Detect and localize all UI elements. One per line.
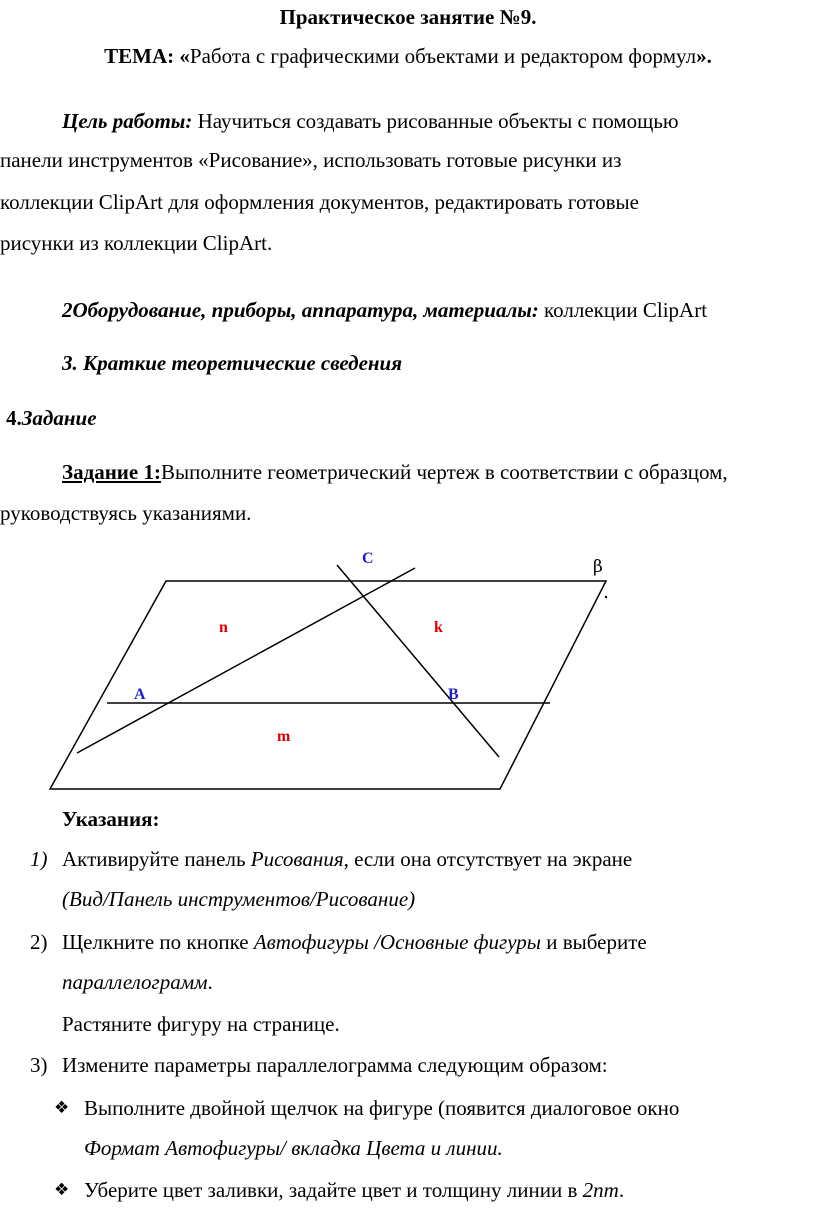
goal-label: Цель работы: xyxy=(62,109,193,133)
instruction-2-post: и выберите xyxy=(541,930,647,954)
topic-close: ». xyxy=(696,44,712,68)
instruction-3-line-1: Измените параметры параллелограмма следующим образом: xyxy=(62,1053,608,1077)
goal-line-2: панели инструментов «Рисование», использовать готовые рисунки из xyxy=(0,148,622,172)
task1-text-1: Выполните геометрический чертеж в соответствии с образцом, xyxy=(160,460,728,484)
task1-line-2: руководствуясь указаниями. xyxy=(0,501,252,525)
instruction-1-line-2: (Вид/Панель инструментов/Рисование) xyxy=(62,887,416,911)
task1-label: Задание 1: xyxy=(62,460,161,484)
label-point-b: B xyxy=(448,686,459,703)
bullet-1-line-2: Формат Автофигуры/ вкладка Цвета и линии. xyxy=(84,1136,503,1160)
label-plane-m: m xyxy=(277,728,291,745)
label-point-a: A xyxy=(134,686,146,703)
instruction-1-marker: 1) xyxy=(30,847,48,871)
goal-line-4: рисунки из коллекции ClipArt. xyxy=(0,231,273,255)
task-heading-text: Задание xyxy=(21,406,97,430)
instructions-heading: Указания: xyxy=(62,807,160,831)
label-plane-beta: β xyxy=(593,557,603,577)
goal-line-3: коллекции ClipArt для оформления документов, редактировать готовые xyxy=(0,190,639,214)
diamond-bullet-icon: ❖ xyxy=(54,1180,70,1200)
equipment-label: 2Оборудование, приборы, аппаратура, материалы: xyxy=(62,298,539,322)
instruction-2-line-3: Растяните фигуру на странице. xyxy=(62,1012,340,1036)
page-title: Практическое занятие №9. xyxy=(279,5,537,29)
instruction-2-marker: 2) xyxy=(30,930,48,954)
instruction-2-line-1 xyxy=(62,930,647,955)
line-cb xyxy=(337,565,499,757)
bullet-2-em: 2пт xyxy=(582,1178,619,1202)
line-n-diagonal xyxy=(77,568,415,753)
instruction-2-em-2: параллелограмм xyxy=(62,970,208,994)
equipment-text: коллекции ClipArt xyxy=(538,298,708,322)
bullet-2-line-1 xyxy=(84,1178,624,1203)
theory-heading: 3. Краткие теоретические сведения xyxy=(62,351,403,375)
topic-label: ТЕМА: « xyxy=(104,44,190,68)
goal-text-1: Научиться создавать рисованные объекты с помощью xyxy=(192,109,679,133)
label-plane-k: k xyxy=(434,619,443,636)
label-plane-n: n xyxy=(219,619,228,636)
instruction-3-marker: 3) xyxy=(30,1053,48,1077)
instruction-1-em: Рисования xyxy=(250,847,344,871)
instruction-2-line-2 xyxy=(62,970,213,995)
instruction-1-post: , если она отсутствует на экране xyxy=(343,847,633,871)
instruction-2-pre: Щелкните по кнопке xyxy=(62,930,254,954)
bullet-1-line-1: Выполните двойной щелчок на фигуре (появится диалоговое окно xyxy=(84,1096,680,1120)
instruction-1-line-1 xyxy=(62,847,632,872)
instruction-1-pre: Активируйте панель xyxy=(62,847,251,871)
instruction-2-em: Автофигуры /Основные фигуры xyxy=(253,930,542,954)
instruction-2-line-2-post: . xyxy=(207,970,213,994)
label-point-c: C xyxy=(362,550,374,567)
diamond-bullet-icon: ❖ xyxy=(54,1098,70,1118)
topic-text: Работа с графическими объектами и редактором формул xyxy=(189,44,697,68)
parallelogram-beta xyxy=(50,581,606,789)
corner-dot xyxy=(605,596,607,598)
bullet-2-pre: Уберите цвет заливки, задайте цвет и толщину линии в xyxy=(84,1178,583,1202)
bullet-2-post: . xyxy=(618,1178,625,1202)
task-heading-number: 4. xyxy=(6,406,22,430)
